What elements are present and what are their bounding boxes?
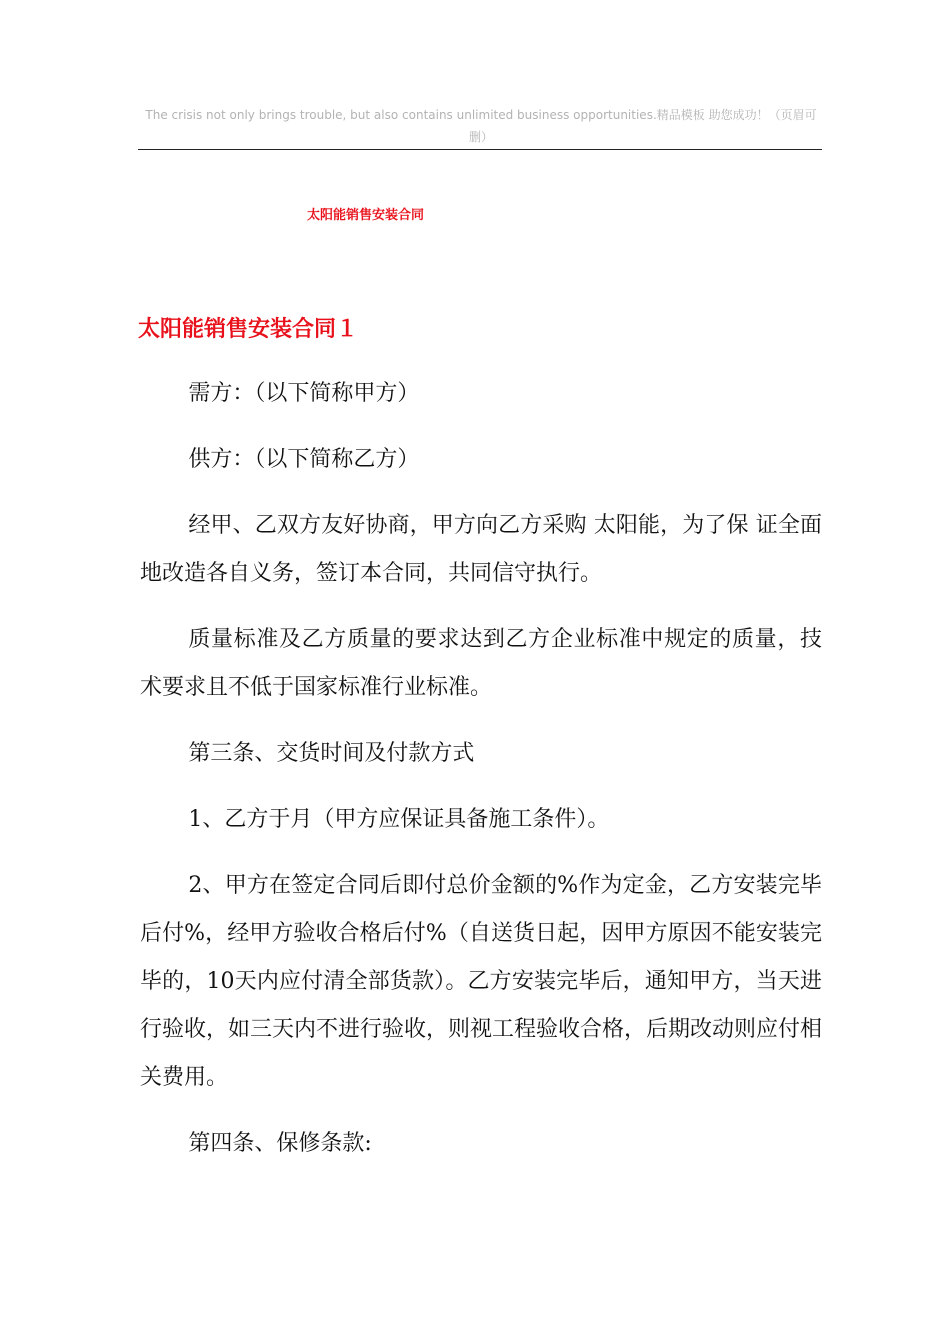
header-divider	[138, 149, 822, 150]
document-subtitle: 太阳能销售安装合同	[307, 208, 425, 223]
document-title: 太阳能销售安装合同１	[138, 317, 359, 342]
paragraph-demand-party: 需方：（以下简称甲方）	[188, 381, 420, 406]
document-body	[140, 370, 822, 1186]
paragraph-article-three-heading: 第三条、交货时间及付款方式	[188, 741, 475, 766]
paragraph-payment-terms: 2、甲方在签定合同后即付总价金额的%作为定金，乙方安装完毕后付%，经甲方验收合格后付%（自送货日起，因甲方原因不能安装完毕的，10天内应付清全部货款）。乙方安装完毕后，通知甲方，当天进行验收，如三天内不进行验收，则视工程验收合格，后期改动则应付相关费用。	[140, 873, 823, 1090]
paragraph-purpose: 经甲、乙双方友好协商，甲方向乙方采购 太阳能，为了保 证全面地改造各自义务，签订本合同，共同信守执行。	[140, 513, 822, 586]
paragraph-delivery-time: 1、乙方于月（甲方应保证具备施工条件）。	[188, 807, 610, 832]
paragraph-supply-party: 供方：（以下简称乙方）	[188, 447, 420, 472]
paragraph-quality-standard: 质量标准及乙方质量的要求达到乙方企业标准中规定的质量，技术要求且不低于国家标准行业标准。	[140, 627, 822, 700]
page-header-text: The crisis not only brings trouble, but also contains unlimited business opportunities.精品模板 助您成功！（页眉可删）	[145, 108, 817, 144]
paragraph-article-four-heading: 第四条、保修条款:	[188, 1131, 372, 1156]
